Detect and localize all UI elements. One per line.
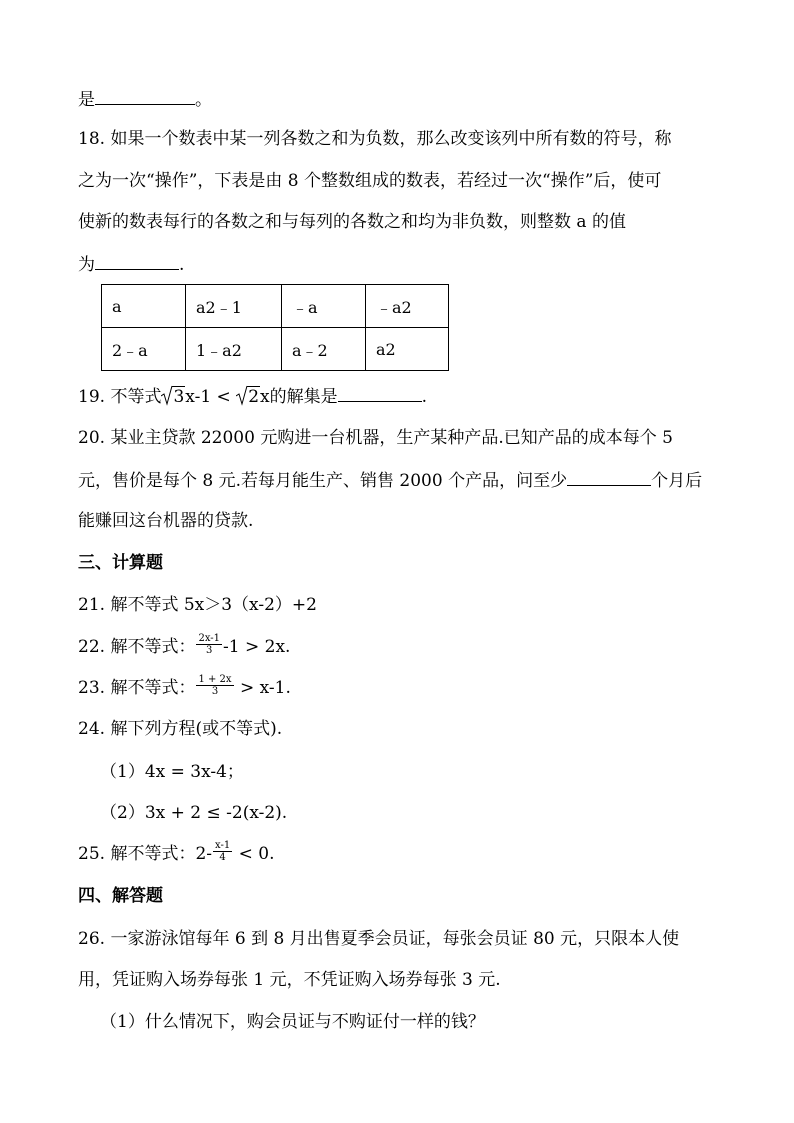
q18-line-4 [78,253,184,276]
radicand: 2 [248,387,260,407]
fraction [213,840,232,863]
answer-blank[interactable] [95,88,195,105]
q23-suffix: > x-1. [234,678,291,698]
answer-blank[interactable] [567,469,651,486]
table-row [102,328,449,371]
q18-line-2: 之为一次“操作”，下表是由 8 个整数组成的数表，若经过一次“操作”后，使可 [78,171,662,191]
numerator: x-1 [215,840,231,851]
number-table [101,284,449,371]
table-cell: a﹣2 [282,328,366,371]
table-cell: ﹣a2 [366,285,449,328]
table-cell: ﹣a [282,285,366,328]
q26-line-2: 用，凭证购入场券每张 1 元，不凭证购入场券每张 3 元. [78,970,501,990]
q19-prefix: 19. 不等式 [78,387,162,407]
denominator: 4 [219,852,226,863]
radicand: 3 [173,387,185,407]
q26-sub-1: （1）什么情况下，购会员证与不购证付一样的钱？ [100,1012,485,1032]
q22-suffix: -1 > 2x. [223,637,291,657]
denominator: 3 [206,645,213,656]
q17-tail-end: 。 [195,90,212,110]
fraction [196,633,222,656]
q20-line-2-prefix: 元，售价是每个 8 元.若每月能生产、销售 2000 个产品，问至少 [78,471,568,491]
table-cell: a2 [366,328,449,371]
q23 [78,674,291,700]
answer-blank[interactable] [338,385,422,402]
q18-answer-prefix: 为 [78,255,95,275]
numerator: 2x-1 [198,633,221,644]
q19-suffix: 的解集是 [269,387,338,407]
q17-tail-text: 是 [78,90,95,110]
section-heading-calc: 三、计算题 [78,553,163,573]
sqrt-symbol [236,386,260,408]
q24-title: 24. 解下列方程(或不等式). [78,719,283,739]
q17-tail [78,88,212,111]
q26-line-1: 26. 一家游泳馆每年 6 到 8 月出售夏季会员证，每张会员证 80 元，只限本人使 [78,929,680,949]
q19-x: x [260,387,270,407]
denominator: 3 [211,686,219,697]
section-heading-answer: 四、解答题 [78,886,163,906]
q24-part-1: （1）4x = 3x-4； [100,762,244,782]
q22 [78,633,291,659]
q20-line-2 [78,469,702,492]
q24-part-2: （2）3x + 2 ≤ -2(x-2). [100,803,288,823]
table-cell: 2﹣a [102,328,186,371]
fraction [196,674,233,697]
q25-suffix: < 0. [233,844,275,864]
q18-line-1: 18. 如果一个数表中某一列各数之和为负数，那么改变该列中所有数的符号，称 [78,129,672,149]
q18-answer-suffix: . [179,255,185,275]
answer-blank[interactable] [95,253,179,270]
q21: 21. 解不等式 5x＞3（x-2）+2 [78,595,317,615]
sqrt-symbol [161,386,185,408]
q20-line-3: 能赚回这台机器的贷款. [78,511,254,531]
q25-prefix: 25. 解不等式：2- [78,844,212,864]
table-row [102,285,449,328]
q18-line-3: 使新的数表每行的各数之和与每列的各数之和均为非负数，则整数 a 的值 [78,212,626,232]
q23-prefix: 23. 解不等式： [78,678,196,698]
table-cell: a2﹣1 [186,285,282,328]
table-cell: a [102,285,186,328]
q19-end: . [421,387,428,407]
numerator: 1 + 2x [198,674,232,685]
q25 [78,840,275,866]
q20-line-2-suffix: 个月后 [651,471,703,491]
q19-mid: x-1 < [185,387,237,407]
table-cell: 1﹣a2 [186,328,282,371]
q20-line-1: 20. 某业主贷款 22000 元购进一台机器，生产某种产品.已知产品的成本每个 5 [78,428,673,448]
q22-prefix: 22. 解不等式： [78,637,196,657]
q19 [78,385,427,408]
